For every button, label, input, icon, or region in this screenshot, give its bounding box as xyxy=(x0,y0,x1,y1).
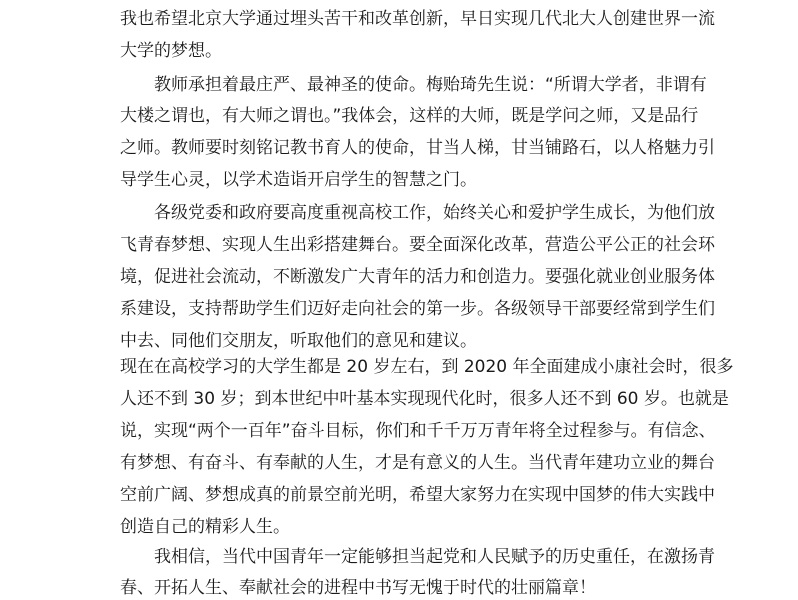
text-line: 各级党委和政府要高度重视高校工作，始终关心和爱护学生成长，为他们放 xyxy=(154,203,715,223)
text-line: 创造自己的精彩人生。 xyxy=(120,517,290,537)
text-line: 教师承担着最庄严、最神圣的使命。梅贻琦先生说：“所谓大学者，非谓有 xyxy=(154,75,707,95)
text-line: 之师。教师要时刻铭记教书育人的使命，甘当人梯，甘当铺路石，以人格魅力引 xyxy=(120,138,715,158)
text-line: 人还不到 30 岁；到本世纪中叶基本实现现代化时，很多人还不到 60 岁。也就是 xyxy=(120,389,729,409)
text-line: 导学生心灵，以学术造诣开启学生的智慧之门。 xyxy=(120,170,477,190)
text-line: 我也希望北京大学通过埋头苦干和改革创新，早日实现几代北大人创建世界一流 xyxy=(120,9,715,29)
text-line: 春、开拓人生、奉献社会的进程中书写无愧于时代的壮丽篇章！ xyxy=(120,578,596,598)
text-line: 中去、同他们交朋友，听取他们的意见和建议。 xyxy=(120,331,477,351)
text-line: 现在在高校学习的大学生都是 20 岁左右，到 2020 年全面建成小康社会时，很多 xyxy=(120,357,734,377)
text-line: 大学的梦想。 xyxy=(120,41,222,61)
text-line: 有梦想、有奋斗、有奉献的人生，才是有意义的人生。当代青年建功立业的舞台 xyxy=(120,453,715,473)
text-line: 境，促进社会流动，不断激发广大青年的活力和创造力。要强化就业创业服务体 xyxy=(120,267,715,287)
text-line: 说，实现“两个一百年”奋斗目标，你们和千千万万青年将全过程参与。有信念、 xyxy=(120,421,716,441)
text-line: 系建设，支持帮助学生们迈好走向社会的第一步。各级领导干部要经常到学生们 xyxy=(120,299,715,319)
text-line: 大楼之谓也，有大师之谓也。”我体会，这样的大师，既是学问之师，又是品行 xyxy=(120,106,699,126)
text-line: 空前广阔、梦想成真的前景空前光明，希望大家努力在实现中国梦的伟大实践中 xyxy=(120,485,715,505)
text-line: 飞青春梦想、实现人生出彩搭建舞台。要全面深化改革，营造公平公正的社会环 xyxy=(120,235,715,255)
text-line: 我相信，当代中国青年一定能够担当起党和人民赋予的历史重任，在激扬青 xyxy=(154,547,715,567)
